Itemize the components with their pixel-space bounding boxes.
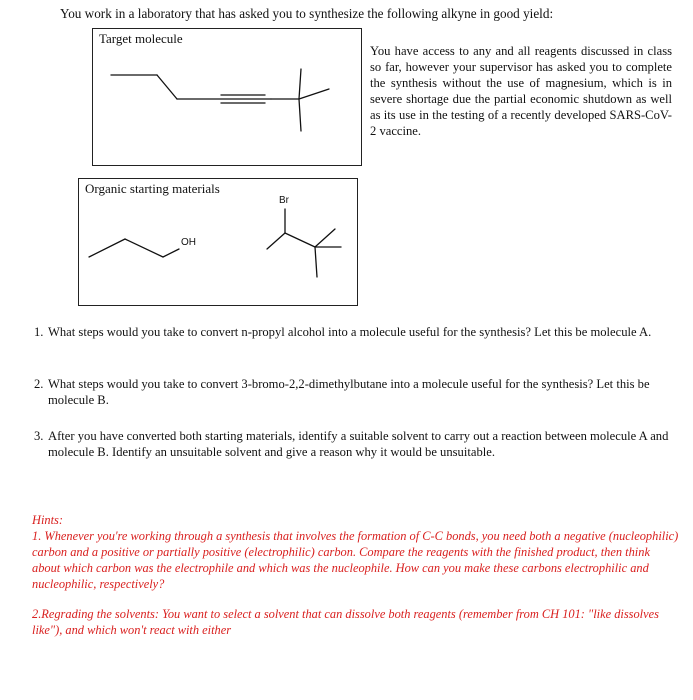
question-1 xyxy=(34,324,674,340)
target-molecule-label: Target molecule xyxy=(99,31,183,46)
bond xyxy=(267,233,285,249)
question-number: 3. xyxy=(34,429,44,443)
hint-1: 1. Whenever you're working through a synthesis that involves the formation of C-C bonds, you need both a negative (nucleophilic) carbon and a positive or partially positive (electrophilic) carbon. Compare the reagents with the finished product, then think about which carbon was the electrophile and which was the nucleophile. How can you make these carbons electrophilic and nucleophilic, respectively? xyxy=(32,529,679,591)
starting-materials-box xyxy=(78,178,358,306)
bond xyxy=(315,229,335,247)
question-2 xyxy=(34,376,674,408)
target-molecule-structure xyxy=(93,29,361,165)
question-number: 2. xyxy=(34,377,44,391)
question-3 xyxy=(34,428,674,460)
bond xyxy=(89,239,125,257)
hints-section xyxy=(32,512,680,638)
question-text: After you have converted both starting materials, identify a suitable solvent to carry out a reaction between molecule A and molecule B. Identify an unsuitable solvent and give a reason why it would be unsuitable. xyxy=(48,429,669,459)
reagent-note: You have access to any and all reagents discussed in class so far, however your supervisor has asked you to complete the synthesis without the use of magnesium, which is in severe shortage due the partial economic shutdown as well as its use in the testing of a recently developed SARS-CoV-2 vaccine. xyxy=(370,44,672,138)
starting-materials-label: Organic starting materials xyxy=(85,181,220,196)
starting-materials-structures xyxy=(79,179,357,305)
question-text: What steps would you take to convert 3-bromo-2,2-dimethylbutane into a molecule useful for the synthesis? Let this be molecule B. xyxy=(48,377,650,407)
hint-2: 2.Regrading the solvents: You want to select a solvent that can dissolve both reagents (remember from CH 101: "like dissolves like"), and which won't react with either xyxy=(32,607,659,637)
bond xyxy=(299,89,329,99)
bond xyxy=(125,239,163,257)
question-number: 1. xyxy=(34,325,44,339)
bond xyxy=(299,69,301,99)
bond xyxy=(299,99,301,131)
bromo-label: Br xyxy=(279,195,289,206)
hydroxyl-label: OH xyxy=(181,237,196,248)
question-text: What steps would you take to convert n-propyl alcohol into a molecule useful for the synthesis? Let this be molecule A. xyxy=(48,325,652,339)
bond xyxy=(285,233,315,247)
intro-text: You work in a laboratory that has asked you to synthesize the following alkyne in good yield: xyxy=(60,6,554,21)
bond xyxy=(315,247,317,277)
target-molecule-box xyxy=(92,28,362,166)
hints-title: Hints: xyxy=(32,513,63,527)
bond xyxy=(163,249,179,257)
bond xyxy=(157,75,177,99)
